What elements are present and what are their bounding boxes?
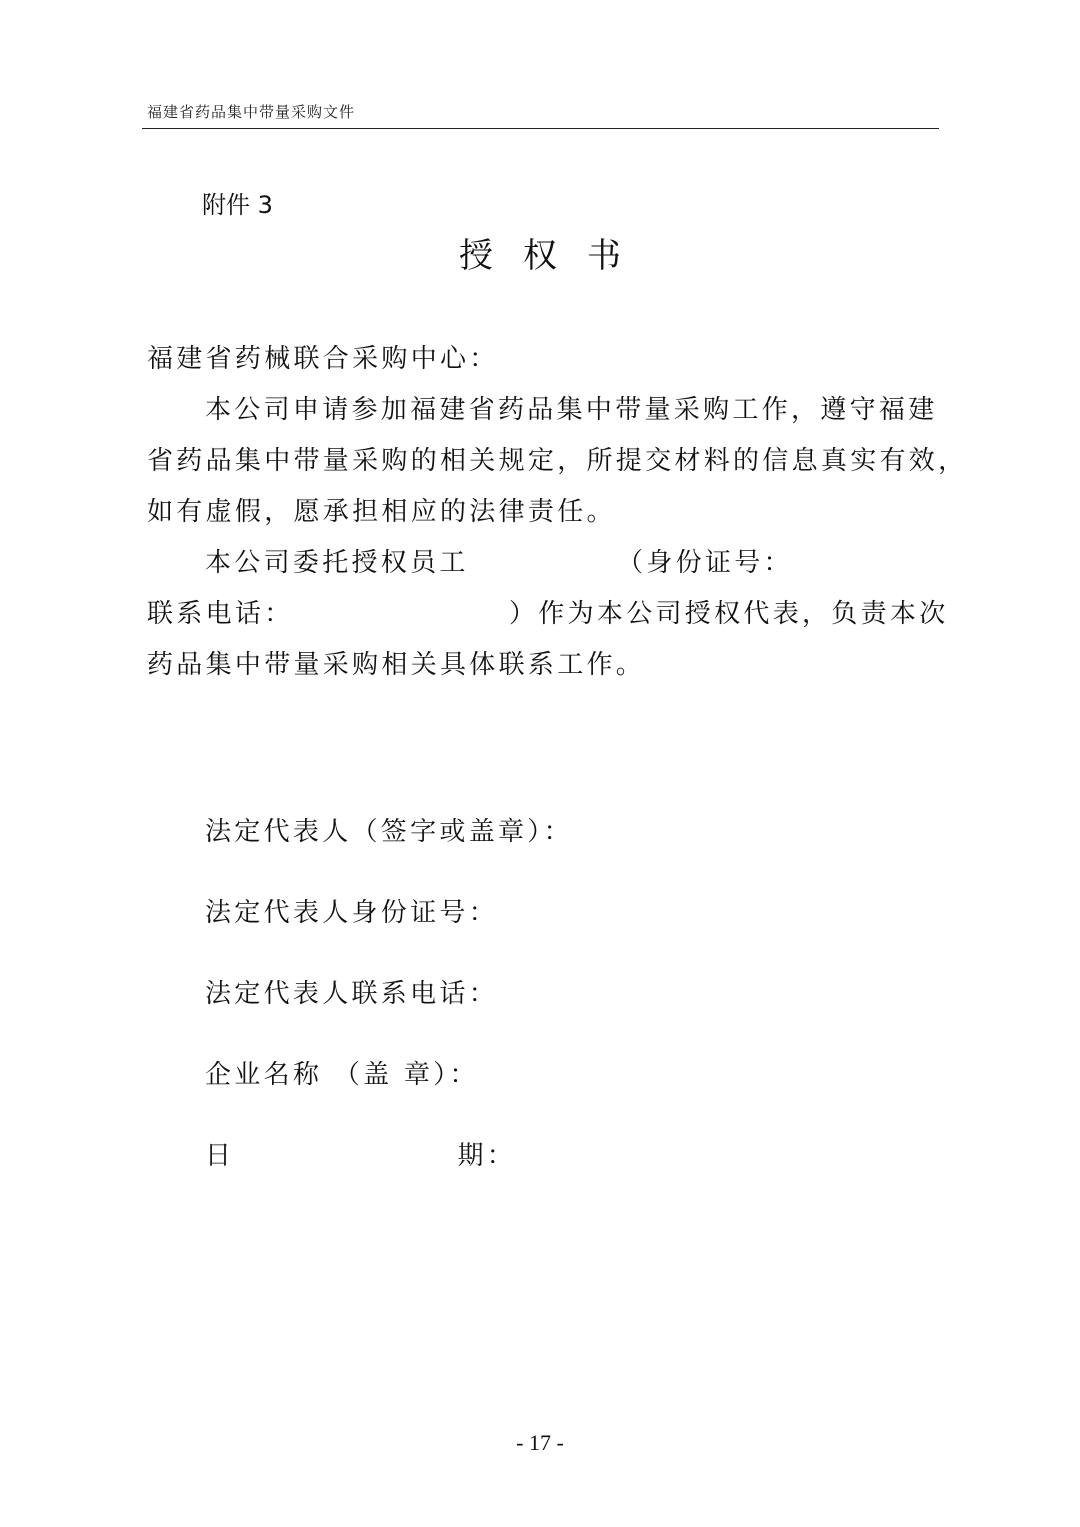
- page-number: - 17 -: [516, 1430, 564, 1455]
- legal-rep-signature-field: 法定代表人（签字或盖章）：: [205, 817, 573, 847]
- running-header: 福建省药品集中带量采购文件: [147, 103, 356, 121]
- paragraph-line: 药品集中带量采购相关具体联系工作。: [147, 650, 646, 680]
- paragraph-line: 省药品集中带量采购的相关规定，所提交材料的信息真实有效，: [147, 446, 968, 476]
- company-name-field: 企业名称 （盖 章）：: [205, 1060, 479, 1090]
- paragraph-line: 本公司申请参加福建省药品集中带量采购工作，遵守福建: [205, 395, 938, 425]
- document-title: 授权书: [459, 236, 651, 276]
- paragraph-line: （身份证号：: [617, 548, 793, 578]
- paragraph-line: ）作为本公司授权代表，负责本次: [509, 599, 949, 629]
- date-field: [205, 1135, 516, 1172]
- paragraph-line: 本公司委托授权员工: [205, 548, 469, 578]
- addressee: 福建省药械联合采购中心：: [147, 344, 499, 374]
- attachment-label: 附件 3: [202, 191, 273, 219]
- header-divider: [142, 128, 939, 129]
- date-label-start: 日: [205, 1141, 235, 1171]
- legal-rep-id-field: 法定代表人身份证号：: [205, 898, 499, 928]
- paragraph-line: 如有虚假，愿承担相应的法律责任。: [147, 497, 616, 527]
- legal-rep-phone-field: 法定代表人联系电话：: [205, 979, 499, 1009]
- date-label-end: 期：: [457, 1141, 517, 1171]
- paragraph-line: 联系电话：: [147, 599, 294, 629]
